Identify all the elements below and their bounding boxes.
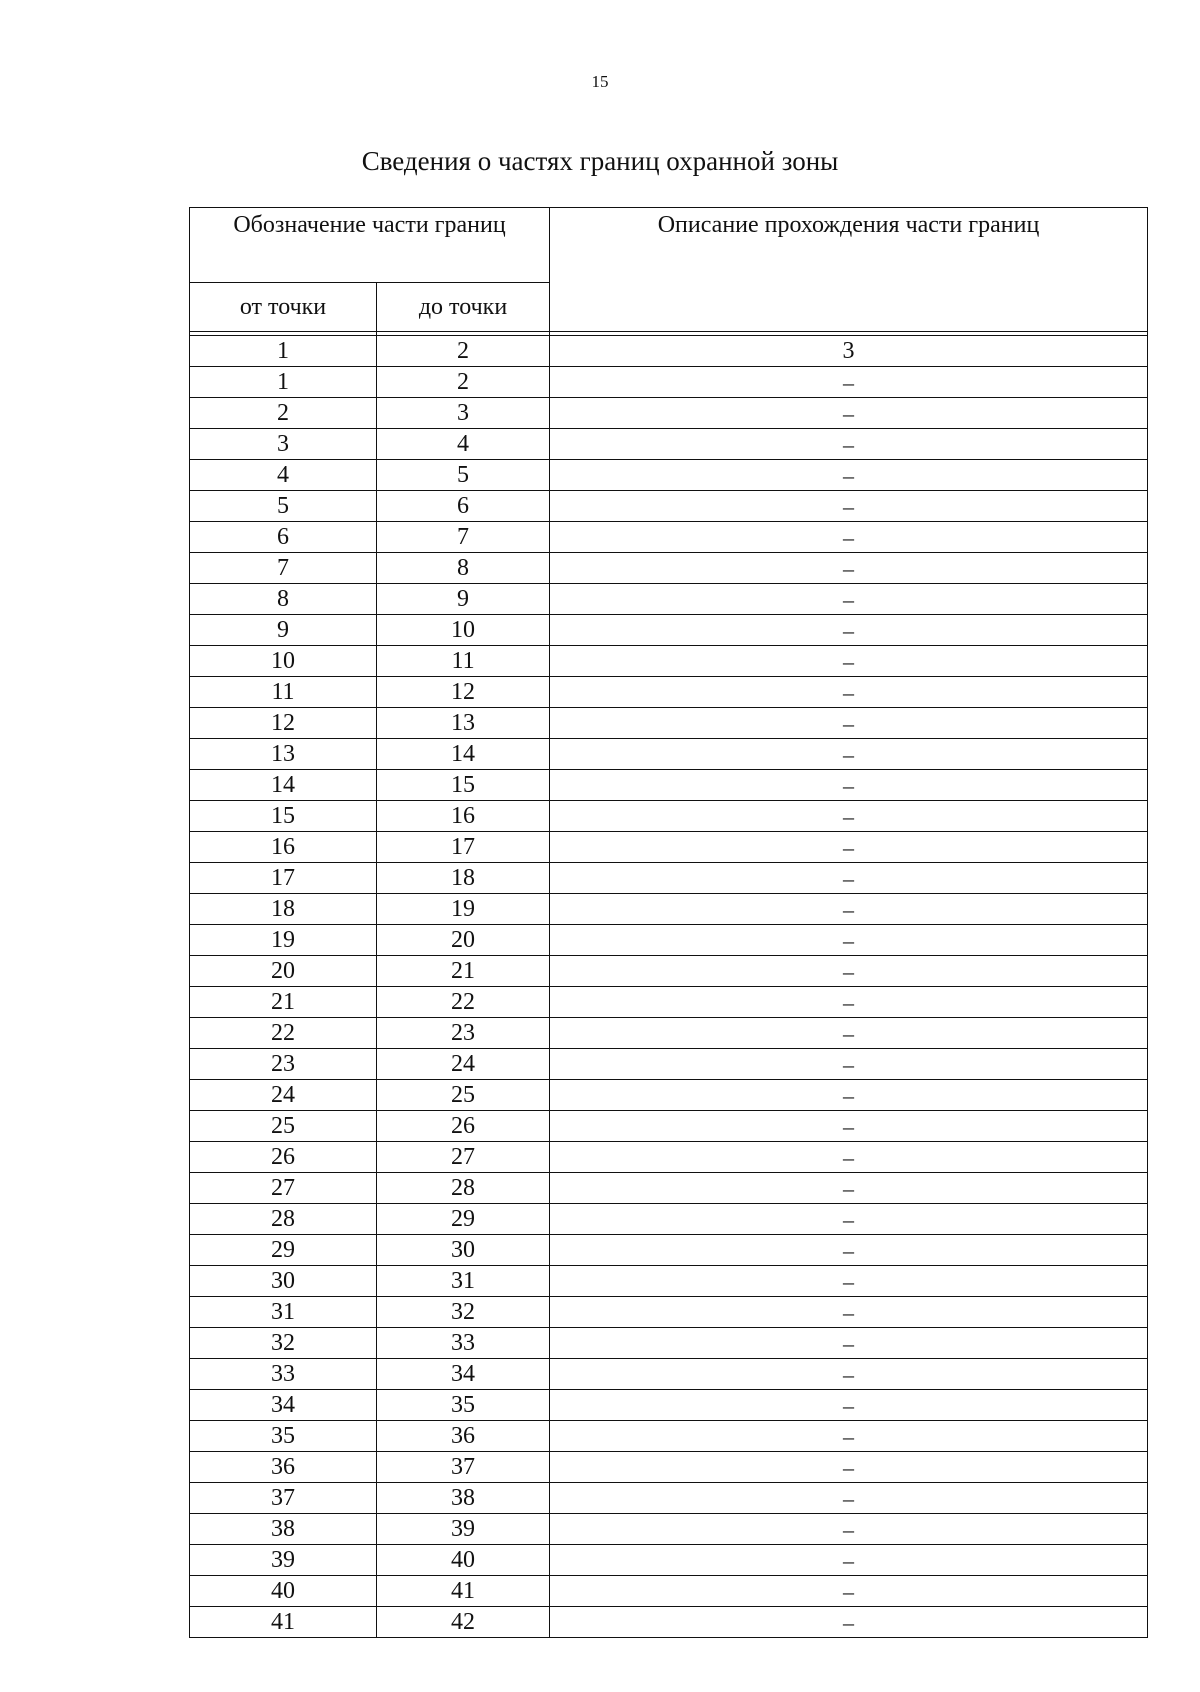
table-row (190, 925, 1148, 956)
description-cell: – (550, 398, 1148, 429)
table-row (190, 460, 1148, 491)
table-row (190, 615, 1148, 646)
table-row (190, 1111, 1148, 1142)
header-to-point: до точки (377, 283, 550, 332)
table-row (190, 832, 1148, 863)
to-point-cell: 28 (377, 1173, 550, 1204)
description-cell: – (550, 429, 1148, 460)
table-row (190, 1328, 1148, 1359)
table-row (190, 584, 1148, 615)
description-cell: – (550, 1235, 1148, 1266)
description-cell: – (550, 1080, 1148, 1111)
to-point-cell: 21 (377, 956, 550, 987)
to-point-cell: 13 (377, 708, 550, 739)
from-point-cell: 8 (190, 584, 377, 615)
from-point-cell: 39 (190, 1545, 377, 1576)
to-point-cell: 27 (377, 1142, 550, 1173)
header-boundary-designation: Обозначение части границ (190, 208, 550, 283)
description-cell: – (550, 1049, 1148, 1080)
to-point-cell: 34 (377, 1359, 550, 1390)
description-cell: – (550, 553, 1148, 584)
to-point-cell: 41 (377, 1576, 550, 1607)
from-point-cell: 2 (190, 398, 377, 429)
from-point-cell: 10 (190, 646, 377, 677)
to-point-cell: 11 (377, 646, 550, 677)
to-point-cell: 37 (377, 1452, 550, 1483)
table-row (190, 894, 1148, 925)
description-cell: – (550, 770, 1148, 801)
table-row (190, 1359, 1148, 1390)
table-row (190, 1235, 1148, 1266)
to-point-cell: 17 (377, 832, 550, 863)
column-number: 1 (190, 336, 377, 367)
to-point-cell: 40 (377, 1545, 550, 1576)
table-row (190, 1452, 1148, 1483)
table-row (190, 398, 1148, 429)
from-point-cell: 23 (190, 1049, 377, 1080)
description-cell: – (550, 646, 1148, 677)
table-row (190, 646, 1148, 677)
table-row (190, 708, 1148, 739)
column-number-row (190, 336, 1148, 367)
description-cell: – (550, 1514, 1148, 1545)
from-point-cell: 24 (190, 1080, 377, 1111)
table-row (190, 1173, 1148, 1204)
to-point-cell: 36 (377, 1421, 550, 1452)
from-point-cell: 25 (190, 1111, 377, 1142)
to-point-cell: 8 (377, 553, 550, 584)
table-row (190, 1049, 1148, 1080)
to-point-cell: 32 (377, 1297, 550, 1328)
document-title: Сведения о частях границ охранной зоны (361, 146, 839, 176)
table-row (190, 522, 1148, 553)
description-cell: – (550, 522, 1148, 553)
from-point-cell: 14 (190, 770, 377, 801)
from-point-cell: 20 (190, 956, 377, 987)
to-point-cell: 14 (377, 739, 550, 770)
table-row (190, 491, 1148, 522)
from-point-cell: 3 (190, 429, 377, 460)
to-point-cell: 2 (377, 367, 550, 398)
to-point-cell: 23 (377, 1018, 550, 1049)
description-cell: – (550, 1018, 1148, 1049)
description-cell: – (550, 863, 1148, 894)
table-row (190, 956, 1148, 987)
to-point-cell: 3 (377, 398, 550, 429)
from-point-cell: 21 (190, 987, 377, 1018)
description-cell: – (550, 1266, 1148, 1297)
from-point-cell: 19 (190, 925, 377, 956)
from-point-cell: 40 (190, 1576, 377, 1607)
to-point-cell: 20 (377, 925, 550, 956)
to-point-cell: 26 (377, 1111, 550, 1142)
description-cell: – (550, 708, 1148, 739)
table-row (190, 1483, 1148, 1514)
column-number: 2 (377, 336, 550, 367)
description-cell: – (550, 1576, 1148, 1607)
to-point-cell: 38 (377, 1483, 550, 1514)
to-point-cell: 22 (377, 987, 550, 1018)
from-point-cell: 37 (190, 1483, 377, 1514)
from-point-cell: 36 (190, 1452, 377, 1483)
column-number: 3 (550, 336, 1148, 367)
table-row (190, 863, 1148, 894)
to-point-cell: 10 (377, 615, 550, 646)
description-cell: – (550, 615, 1148, 646)
description-cell: – (550, 1297, 1148, 1328)
description-cell: – (550, 1359, 1148, 1390)
header-from-point: от точки (190, 283, 377, 332)
description-cell: – (550, 1452, 1148, 1483)
table-row (190, 1514, 1148, 1545)
to-point-cell: 4 (377, 429, 550, 460)
to-point-cell: 29 (377, 1204, 550, 1235)
from-point-cell: 17 (190, 863, 377, 894)
table-row (190, 1421, 1148, 1452)
from-point-cell: 12 (190, 708, 377, 739)
table-row (190, 1018, 1148, 1049)
from-point-cell: 33 (190, 1359, 377, 1390)
from-point-cell: 26 (190, 1142, 377, 1173)
description-cell: – (550, 832, 1148, 863)
table-row (190, 770, 1148, 801)
to-point-cell: 39 (377, 1514, 550, 1545)
to-point-cell: 33 (377, 1328, 550, 1359)
from-point-cell: 16 (190, 832, 377, 863)
description-cell: – (550, 584, 1148, 615)
description-cell: – (550, 1173, 1148, 1204)
to-point-cell: 18 (377, 863, 550, 894)
from-point-cell: 13 (190, 739, 377, 770)
page-number: 15 (591, 72, 609, 91)
from-point-cell: 31 (190, 1297, 377, 1328)
description-cell: – (550, 956, 1148, 987)
description-cell: – (550, 987, 1148, 1018)
to-point-cell: 30 (377, 1235, 550, 1266)
to-point-cell: 25 (377, 1080, 550, 1111)
from-point-cell: 4 (190, 460, 377, 491)
table-row (190, 1390, 1148, 1421)
to-point-cell: 12 (377, 677, 550, 708)
from-point-cell: 9 (190, 615, 377, 646)
description-cell: – (550, 1421, 1148, 1452)
description-cell: – (550, 894, 1148, 925)
description-cell: – (550, 801, 1148, 832)
description-cell: – (550, 739, 1148, 770)
from-point-cell: 32 (190, 1328, 377, 1359)
table-row (190, 1080, 1148, 1111)
table-row (190, 553, 1148, 584)
to-point-cell: 35 (377, 1390, 550, 1421)
to-point-cell: 5 (377, 460, 550, 491)
from-point-cell: 38 (190, 1514, 377, 1545)
description-cell: – (550, 1204, 1148, 1235)
table-row (190, 1576, 1148, 1607)
description-cell: – (550, 1111, 1148, 1142)
table-row (190, 677, 1148, 708)
to-point-cell: 31 (377, 1266, 550, 1297)
from-point-cell: 15 (190, 801, 377, 832)
description-cell: – (550, 1328, 1148, 1359)
description-cell: – (550, 925, 1148, 956)
from-point-cell: 18 (190, 894, 377, 925)
description-cell: – (550, 491, 1148, 522)
from-point-cell: 28 (190, 1204, 377, 1235)
to-point-cell: 7 (377, 522, 550, 553)
description-cell: – (550, 677, 1148, 708)
from-point-cell: 35 (190, 1421, 377, 1452)
description-cell: – (550, 1607, 1148, 1638)
description-cell: – (550, 460, 1148, 491)
from-point-cell: 1 (190, 367, 377, 398)
table-row (190, 1142, 1148, 1173)
boundary-parts-table (189, 207, 1148, 1638)
from-point-cell: 29 (190, 1235, 377, 1266)
to-point-cell: 24 (377, 1049, 550, 1080)
from-point-cell: 11 (190, 677, 377, 708)
from-point-cell: 41 (190, 1607, 377, 1638)
description-cell: – (550, 1545, 1148, 1576)
from-point-cell: 30 (190, 1266, 377, 1297)
description-cell: – (550, 1483, 1148, 1514)
table-row (190, 367, 1148, 398)
table-row (190, 1204, 1148, 1235)
to-point-cell: 6 (377, 491, 550, 522)
to-point-cell: 19 (377, 894, 550, 925)
table-row (190, 801, 1148, 832)
table-row (190, 1607, 1148, 1638)
table-row (190, 1266, 1148, 1297)
from-point-cell: 6 (190, 522, 377, 553)
from-point-cell: 5 (190, 491, 377, 522)
from-point-cell: 7 (190, 553, 377, 584)
to-point-cell: 42 (377, 1607, 550, 1638)
from-point-cell: 22 (190, 1018, 377, 1049)
table-row (190, 1545, 1148, 1576)
table-row (190, 1297, 1148, 1328)
description-cell: – (550, 367, 1148, 398)
table-row (190, 429, 1148, 460)
table-row (190, 987, 1148, 1018)
table-row (190, 739, 1148, 770)
from-point-cell: 34 (190, 1390, 377, 1421)
to-point-cell: 15 (377, 770, 550, 801)
description-cell: – (550, 1142, 1148, 1173)
to-point-cell: 9 (377, 584, 550, 615)
from-point-cell: 27 (190, 1173, 377, 1204)
description-cell: – (550, 1390, 1148, 1421)
header-boundary-description: Описание прохождения части границ (550, 208, 1148, 332)
to-point-cell: 16 (377, 801, 550, 832)
